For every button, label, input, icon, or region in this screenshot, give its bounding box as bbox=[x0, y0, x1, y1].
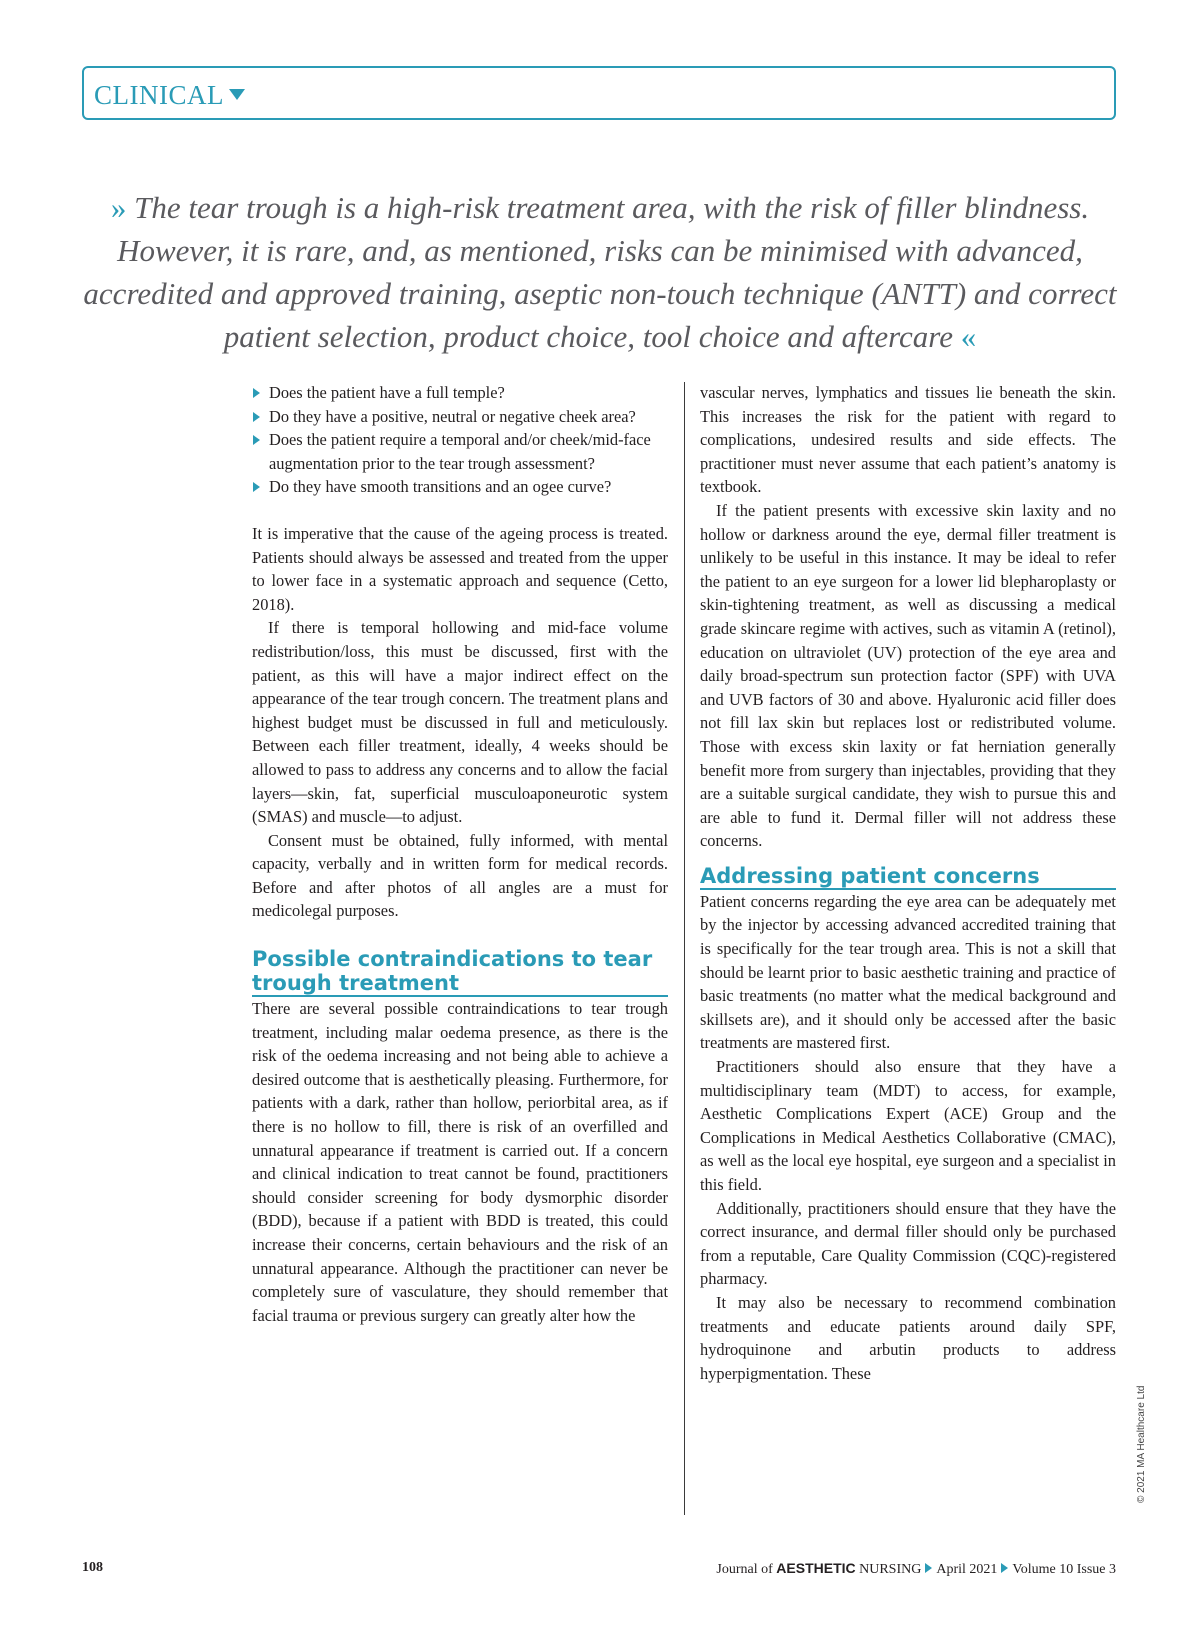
body-paragraph: If the patient presents with excessive skin laxity and no hollow or darkness around the eye, dermal filler treatment is unlikely to be useful in this instance. It may be ideal to refer the patient to an eye surgeon for a lower lid blepharoplasty or skin-tightening treatment, as well as discussing a medical grade skincare regime with actives, such as vitamin A (retinol), education on ultraviolet (UV) protection of the eye area and daily broad-spectrum sun protection factor (SPF) with UVA and UVB factors of 30 and above. Hyaluronic acid filler does not fill lax skin but replaces lost or redistributed volume. Those with excess skin laxity or fat herniation generally benefit more from surgery than injectables, providing that they are a suitable surgical candidate, they wish to pursue this and are able to fund it. Dermal filler will not address these concerns. bbox=[700, 500, 1116, 851]
volume-issue: Volume 10 Issue 3 bbox=[1012, 1562, 1116, 1577]
body-paragraph: It is imperative that the cause of the ageing process is treated. Patients should always be assessed and treated from the upper to lower face in a systematic approach and sequence (Cetto, 2018). bbox=[252, 523, 668, 614]
list-item-text: Does the patient require a temporal and/or cheek/mid-face augmentation prior to the tear trough assessment? bbox=[269, 430, 651, 473]
issue-date: April 2021 bbox=[936, 1562, 998, 1577]
left-column bbox=[252, 381, 668, 1327]
section-heading-contraindications: Possible contraindications to tear trough treatment bbox=[252, 947, 668, 997]
pull-quote bbox=[82, 186, 1118, 358]
section-label bbox=[94, 80, 245, 111]
body-paragraph: Patient concerns regarding the eye area can be adequately met by the injector by accessing advanced accredited training that is specifically for the tear trough area. This is not a skill that should be learnt prior to basic aesthetic training and practice of basic treatments (no matter what the medical background and skillsets are), and it should only be accessed after the basic treatments are mastered first. bbox=[700, 891, 1116, 1053]
quote-open-mark: » bbox=[110, 190, 127, 225]
body-paragraph: If there is temporal hollowing and mid-face volume redistribution/loss, this must be discussed, first with the patient, as this will have a major indirect effect on the appearance of the tear trough concern. The treatment plans and highest budget must be discussed in full and meticulously. Between each filler treatment, ideally, 4 weeks should be allowed to pass to address any concerns and to allow the facial layers—skin, fat, superficial musculoaponeurotic system (SMAS) and muscle—to adjust. bbox=[252, 618, 668, 827]
body-paragraph: Consent must be obtained, fully informed, with mental capacity, verbally and in written form for medical records. Before and after photos of all angles are a must for medicolegal purposes. bbox=[252, 830, 668, 921]
list-item bbox=[252, 475, 668, 499]
journal-suffix: NURSING bbox=[859, 1562, 922, 1577]
journal-footer bbox=[716, 1560, 1116, 1578]
right-column bbox=[700, 381, 1116, 1385]
column-divider bbox=[684, 382, 685, 1515]
copyright-notice: © 2021 MA Healthcare Ltd bbox=[1136, 1385, 1147, 1503]
footer-separator-icon bbox=[925, 1563, 932, 1573]
bullet-triangle-icon bbox=[253, 435, 260, 445]
body-paragraph: Additionally, practitioners should ensure that they have the correct insurance, and dermal filler should only be purchased from a reputable, Care Quality Commission (CQC)-registered pharmacy. bbox=[700, 1198, 1116, 1289]
list-item-text: Do they have a positive, neutral or negative cheek area? bbox=[269, 406, 636, 426]
list-item bbox=[252, 428, 668, 475]
quote-close-mark: « bbox=[960, 319, 977, 354]
assessment-questions-list bbox=[252, 381, 668, 499]
journal-name: AESTHETIC bbox=[776, 1560, 856, 1576]
journal-prefix: Journal of bbox=[716, 1562, 773, 1577]
body-paragraph: vascular nerves, lymphatics and tissues lie beneath the skin. This increases the risk for the patient with regard to complications, undesired results and side effects. The practitioner must never assume that each patient’s anatomy is textbook. bbox=[700, 383, 1116, 497]
spacer bbox=[252, 499, 668, 522]
section-label-text: CLINICAL bbox=[94, 80, 224, 110]
page-number: 108 bbox=[82, 1560, 103, 1575]
list-item-text: Does the patient have a full temple? bbox=[269, 383, 505, 402]
pull-quote-text: The tear trough is a high-risk treatment area, with the risk of filler blindness. However, it is rare, and, as mentioned, risks can be minimised with advanced, accredited and approved training, aseptic non-touch technique (ANTT) and correct patient selection, product choice, tool choice and aftercare bbox=[83, 190, 1117, 354]
body-paragraph: Practitioners should also ensure that they have a multidisciplinary team (MDT) to access, for example, Aesthetic Complications Expert (ACE) Group and the Complications in Medical Aesthetics Collaborative (CMAC), as well as the local eye hospital, eye surgeon and a specialist in this field. bbox=[700, 1057, 1116, 1194]
bullet-triangle-icon bbox=[253, 388, 260, 398]
footer-separator-icon bbox=[1001, 1563, 1008, 1573]
list-item bbox=[252, 381, 668, 405]
list-item-text: Do they have smooth transitions and an ogee curve? bbox=[269, 477, 612, 497]
bullet-triangle-icon bbox=[253, 482, 260, 492]
list-item bbox=[252, 405, 668, 429]
body-paragraph: It may also be necessary to recommend combination treatments and educate patients around daily SPF, hydroquinone and arbutin products to address hyperpigmentation. These bbox=[700, 1292, 1116, 1383]
section-header-bar bbox=[82, 66, 1116, 120]
body-paragraph: There are several possible contraindications to tear trough treatment, including malar oedema presence, as there is the risk of the oedema increasing and not being able to achieve a desired outcome that is aesthetically pleasing. Furthermore, for patients with a dark, rather than hollow, periorbital area, as if there is no hollow to fill, there is risk of an overfilled and unnatural appearance if treatment is carried out. If a concern and clinical indication to treat cannot be found, practitioners should consider screening for body dysmorphic disorder (BDD), because if a patient with BDD is treated, this could increase their concerns, certain behaviours and the risk of an unnatural appearance. Although the practitioner can never be completely sure of vasculature, they should remember that facial trauma or previous surgery can greatly alter how the bbox=[252, 999, 668, 1325]
bullet-triangle-icon bbox=[253, 412, 260, 422]
section-heading-patient-concerns: Addressing patient concerns bbox=[700, 864, 1116, 890]
section-dropdown-triangle-icon bbox=[229, 89, 245, 100]
